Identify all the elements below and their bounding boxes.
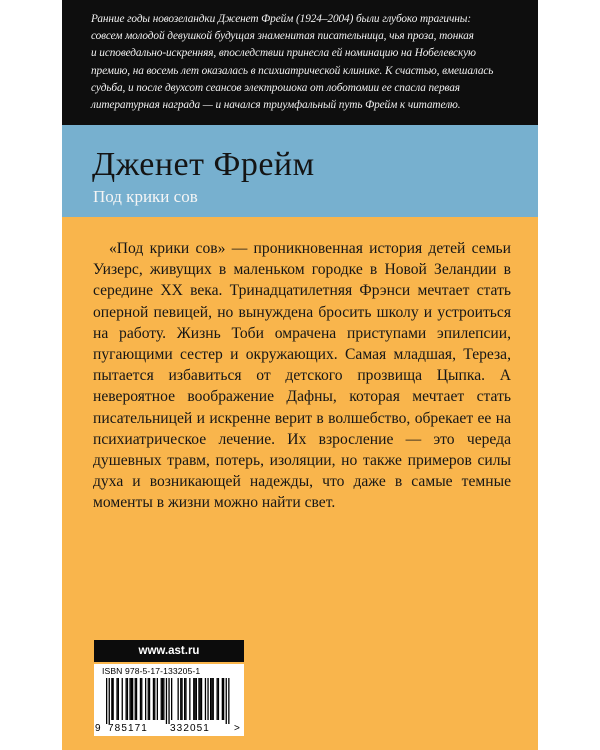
barcode-bar [135,678,136,720]
barcode-bar [213,678,214,720]
barcode-bar [113,678,114,720]
barcode-bar [127,678,128,720]
barcode-bar [136,678,137,720]
barcode-bar [205,678,206,720]
barcode-bar [178,678,179,720]
barcode-bar [166,678,167,724]
top-blurb-band [62,0,538,125]
barcode-bar [217,678,218,720]
barcode-bar [148,678,149,720]
barcode-bars [94,664,244,724]
barcode-bar [132,678,133,720]
barcode-digits-right: 332051 [170,723,210,734]
barcode-bar [111,678,112,720]
barcode-bar [207,678,208,720]
barcode-arrow: > [234,723,240,734]
barcode-bar [140,678,141,720]
barcode-bar [218,678,219,720]
barcode-bar [211,678,212,720]
barcode-bar [180,678,181,720]
book-annotation [93,238,511,514]
barcode-digit-first: 9 [95,723,101,734]
barcode-bar [116,678,117,720]
top-blurb-text [91,11,513,114]
barcode-bar [162,678,163,720]
barcode-bar [200,678,201,720]
top-blurb-line: премию, на восемь лет оказалась в психиатрической клинике. К счастью, вмешалась [91,64,494,77]
barcode-bar [210,678,211,720]
barcode-bar [223,678,224,720]
barcode-bar [118,678,119,720]
barcode-digits-left: 785171 [108,723,148,734]
barcode-bar [141,678,142,720]
barcode-bar [185,678,186,720]
barcode-bar [126,678,127,720]
barcode-bar [168,678,169,724]
barcode-bar [161,678,162,720]
publisher-website: www.ast.ru [94,640,244,662]
barcode-bar [145,678,146,720]
book-title: Под крики сов [93,187,198,206]
top-blurb-line: литературная награда — и начался триумфальный путь Фрейм к читателю. [91,99,461,112]
barcode-bar [189,678,190,720]
author-name: Дженет Фрейм [92,146,315,183]
barcode-bar [122,678,123,720]
barcode-bar [181,678,182,720]
top-blurb-line: судьба, и после двухсот сеансов электрошока от лоботомии ее спасла первая [91,81,460,94]
barcode-bar [109,678,110,724]
barcode-bar [228,678,229,724]
barcode-bar [154,678,155,720]
isbn-barcode [94,664,244,736]
barcode-bar [149,678,150,720]
top-blurb-line: и исповедально-искренняя, впоследствии принесла ей номинацию на Нобелевскую [91,47,476,60]
barcode-bar [129,678,130,720]
barcode-bar [226,678,227,724]
barcode-bar [196,678,197,720]
barcode-bar [171,678,172,720]
barcode-bar [193,678,194,720]
barcode-bar [184,678,185,720]
barcode-bar [194,678,195,720]
book-back-cover [62,0,538,750]
barcode-bar [198,678,199,720]
barcode-bar [201,678,202,720]
top-blurb-line: совсем молодой девушкой будущая знаменитая писательница, чья проза, тонкая [91,30,474,43]
barcode-bar [153,678,154,720]
top-blurb-line: Ранние годы новозеландки Дженет Фрейм (1924–2004) были глубоко трагичны: [91,13,471,25]
barcode-bar [163,678,164,720]
barcode-bar [106,678,107,724]
barcode-bar [157,678,158,720]
annotation-paragraph: «Под крики сов» — проникновенная история детей семьи Уизерс, живущих в маленьком городке в Новой Зеландии в середине XX века. Тринадцатилетняя Фрэнси мечтает стать оперной певицей, но вынуждена бросить школу и устроиться на работу. Жизнь Тоби омрачена приступами эпилепсии, пугающими сестер и окружающих. Самая младшая, Тереза, пытается избавиться от детского прозвища Цыпка. А невероятное воображение Дафны, которая мечтает стать писательницей и искренне верит в волшебство, обрекает ее на психиатрическое лечение. Их взросление — это череда душевных травм, потерь, изоляции, но также примеров силы духа и возникающей надежды, что даже в самые темные моменты в жизни можно найти свет. [93,240,511,512]
barcode-bar [222,678,223,720]
barcode-bar [131,678,132,720]
isbn-number: ISBN 978-5-17-133205-1 [102,666,201,676]
